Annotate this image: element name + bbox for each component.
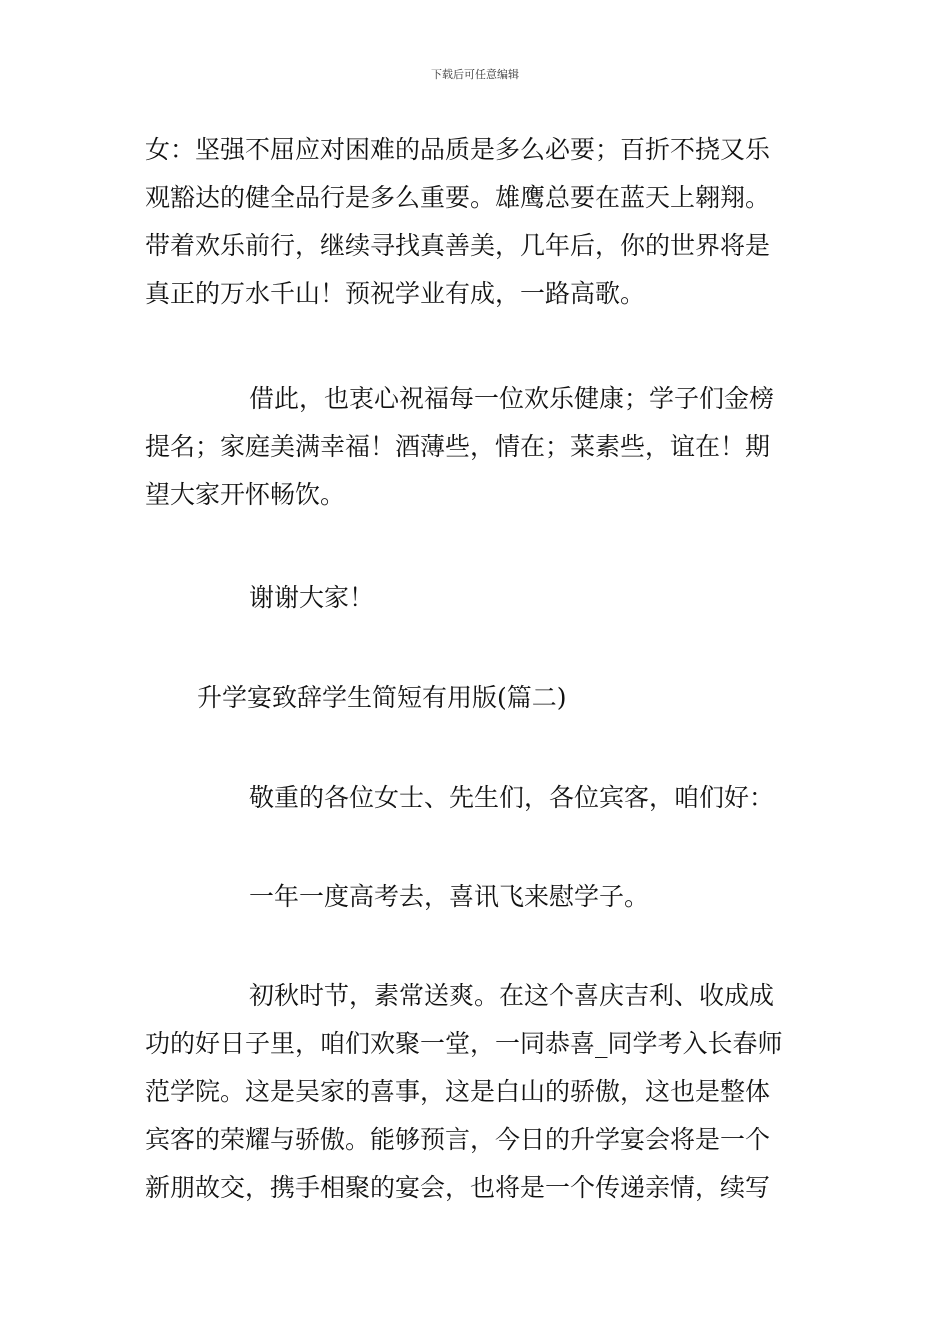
text-line: 真正的万水千山！预祝学业有成，一路高歌。 bbox=[145, 279, 646, 308]
text-line: 观豁达的健全品行是多么重要。雄鹰总要在蓝天上翱翔。 bbox=[145, 183, 771, 212]
text-line: 范学院。这是吴家的喜事，这是白山的骄傲，这也是整体 bbox=[145, 1077, 771, 1106]
text-line: 一年一度高考去，喜讯飞来慰学子。 bbox=[249, 882, 650, 911]
text-line: 望大家开怀畅饮。 bbox=[145, 480, 346, 509]
heading-text: 升学宴致辞学生简短有用版(篇二) bbox=[197, 683, 567, 712]
paragraph-5 bbox=[145, 873, 810, 921]
paragraph-6 bbox=[145, 972, 810, 1212]
paragraph-4 bbox=[145, 774, 810, 822]
text-line: 敬重的各位女士、先生们，各位宾客，咱们好： bbox=[249, 783, 775, 812]
paragraph-2 bbox=[145, 375, 810, 519]
text-line: 谢谢大家！ bbox=[249, 583, 375, 612]
section-heading bbox=[145, 674, 810, 722]
paragraph-1 bbox=[145, 126, 810, 318]
text-line: 初秋时节，素常送爽。在这个喜庆吉利、收成成 bbox=[249, 981, 775, 1010]
text-line: 借此，也衷心祝福每一位欢乐健康；学子们金榜 bbox=[249, 384, 775, 413]
text-line: 带着欢乐前行，继续寻找真善美，几年后，你的世界将是 bbox=[145, 231, 771, 260]
text-line: 宾客的荣耀与骄傲。能够预言，今日的升学宴会将是一个 bbox=[145, 1125, 771, 1154]
text-line: 新朋故交，携手相聚的宴会，也将是一个传递亲情，续写 bbox=[145, 1173, 771, 1202]
paragraph-3 bbox=[145, 574, 810, 622]
text-line: 提名；家庭美满幸福！酒薄些，情在；菜素些，谊在！期 bbox=[145, 432, 771, 461]
text-line: 功的好日子里，咱们欢聚一堂，一同恭喜_同学考入长春师 bbox=[145, 1029, 783, 1058]
page-header: 下载后可任意编辑 bbox=[431, 68, 519, 81]
text-line: 女：坚强不屈应对困难的品质是多么必要；百折不挠又乐 bbox=[145, 135, 771, 164]
